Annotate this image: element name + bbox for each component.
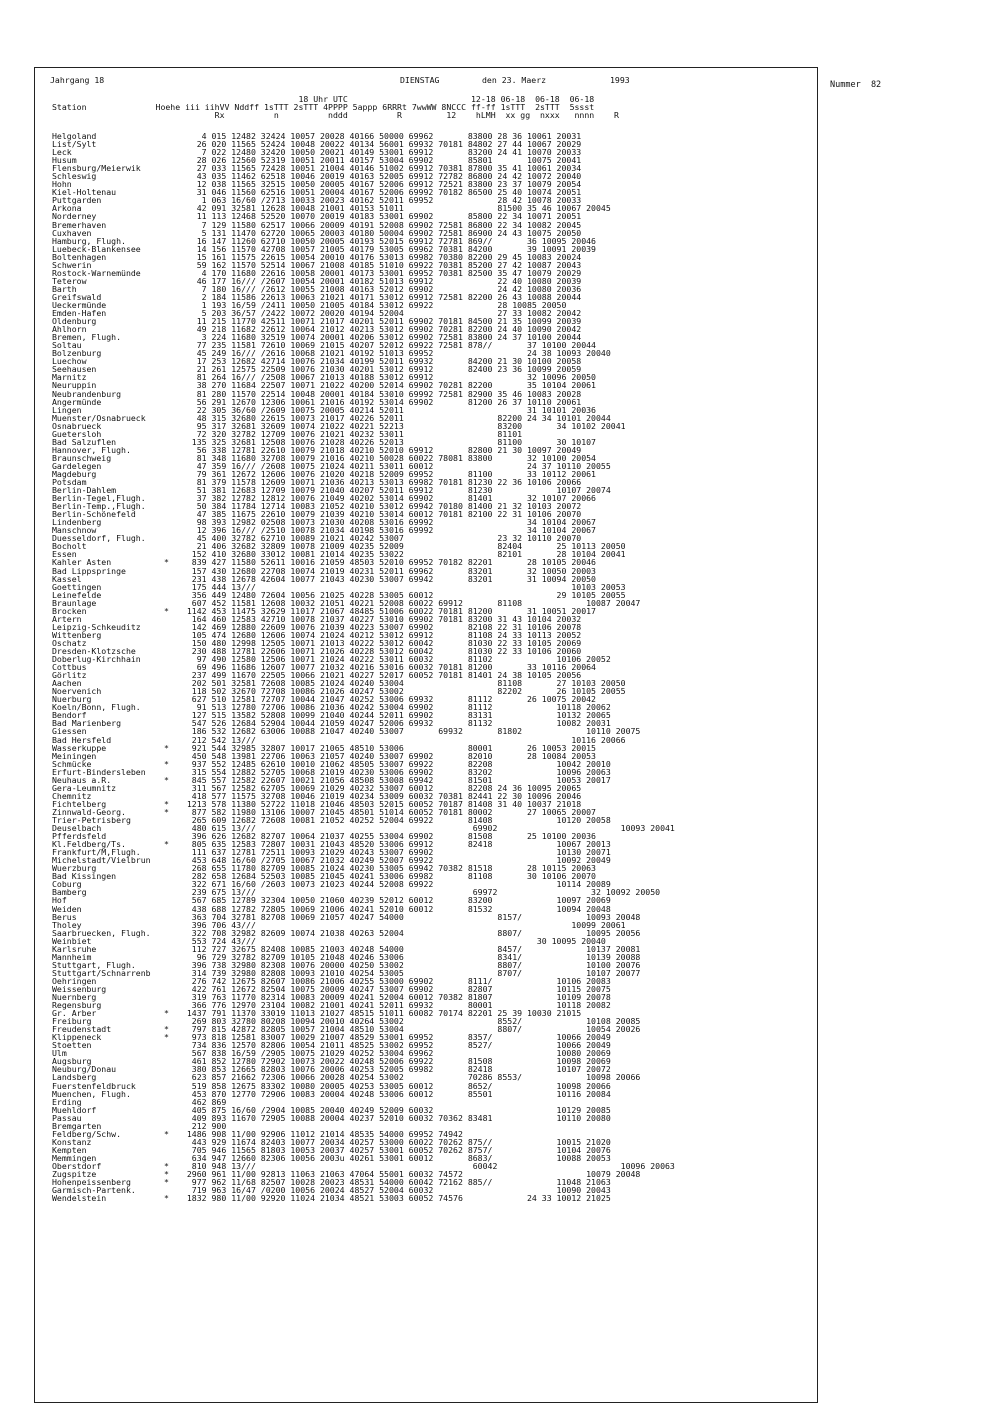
observation-values: 363 704 32781 82708 10069 21057 40247 54000 8157/ 10093 20048 — [177, 911, 641, 922]
observation-values: 282 658 12684 52503 10085 21045 40241 53006 69982 81108 30 10106 20070 — [177, 871, 596, 882]
station-name: Rostock-Warnemünde — [52, 267, 141, 278]
observation-values: 45 400 32782 62710 10089 21021 40242 53007 23 32 10110 20070 — [177, 533, 582, 544]
station-name: Hamburg, Flugh. — [52, 235, 126, 246]
observation-values: 705 946 11565 81803 10053 20037 40257 53001 60052 70262 8757/ 10104 20076 — [177, 1144, 611, 1155]
station-name: Wendelstein — [52, 1193, 107, 1204]
observation-values: 21 261 12575 22509 10076 21030 40201 53012 69912 82400 23 36 10099 20059 — [177, 364, 582, 375]
observation-values: 519 858 12675 83302 10080 20005 40253 53005 60012 8652/ 10098 20066 — [177, 1080, 611, 1091]
observation-values: 49 218 11682 22612 10064 21012 40213 53012 69902 70281 82200 24 40 10090 20042 — [177, 324, 582, 335]
observation-values: 81 379 11578 12609 10071 21036 40213 53013 69982 70181 81230 22 36 10106 20066 — [177, 477, 582, 488]
station-name: Schmücke — [52, 758, 92, 769]
observation-values: 69 496 11686 12607 10077 21032 40216 53016 60032 70181 81200 33 10116 20064 — [177, 662, 596, 673]
observation-values: 98 393 12982 02508 10073 21030 40208 53016 69992 34 10104 20067 — [177, 517, 596, 528]
station-name: Weinbiet — [52, 935, 92, 946]
station-name: Oldenburg — [52, 316, 97, 327]
observation-values: 607 452 11581 12608 10032 21051 40221 52008 60022 69912 81108 10087 20047 — [177, 597, 641, 608]
observation-values: 461 852 12780 72902 10073 20022 40248 52006 69922 81508 10098 20069 — [177, 1056, 611, 1067]
observation-values: 276 742 12675 82607 10086 21006 40255 53000 69902 8111/ 10106 20083 — [177, 975, 611, 986]
station-name: Puttgarden — [52, 195, 102, 206]
station-name: Osnabrueck — [52, 420, 102, 431]
station-name: Cottbus — [52, 662, 87, 673]
station-name: Ueckermünde — [52, 299, 107, 310]
observation-values: 567 685 12789 32304 10050 21060 40239 52012 60012 83200 10097 20069 — [177, 895, 611, 906]
observation-values: 311 567 12582 62705 10069 21029 40232 53007 60012 82208 24 36 10095 20065 — [177, 782, 582, 793]
station-name: Potsdam — [52, 477, 87, 488]
station-name: Braunschweig — [52, 452, 112, 463]
mountain-station-marker: * — [164, 758, 169, 769]
table-row — [52, 1194, 812, 1202]
station-name: Nuernberg — [52, 992, 97, 1003]
mountain-station-marker: * — [164, 1177, 169, 1188]
observation-values: 42 091 32581 12628 10048 21001 40153 51011 81500 35 46 10067 20045 — [177, 203, 611, 214]
observation-values: 315 554 12882 52705 10068 21019 40230 53006 69902 83202 10096 20063 — [177, 766, 611, 777]
observation-values: 239 675 13/// 69972 32 10092 20050 — [177, 887, 661, 898]
observation-values: 453 870 12770 72906 10083 20004 40248 53006 60012 85501 10116 20084 — [177, 1088, 611, 1099]
station-name: Neubrandenburg — [52, 388, 122, 399]
observation-values: 81 280 11570 22514 10048 20001 40184 53010 69992 72581 82900 35 46 10083 20028 — [177, 388, 582, 399]
station-name: Freudenstadt — [52, 1024, 112, 1035]
station-name: Augsburg — [52, 1056, 92, 1067]
observation-values: 152 410 32680 33012 10081 21014 40235 53022 82101 28 10104 20041 — [177, 549, 626, 560]
station-name: Berus — [52, 911, 77, 922]
observation-values: 56 291 12670 12306 10061 21016 40192 53014 69902 81200 26 37 10110 20061 — [177, 396, 582, 407]
station-name: Meiningen — [52, 750, 97, 761]
station-name: Oehringen — [52, 975, 97, 986]
station-name: Freiburg — [52, 1016, 92, 1027]
station-name: Bad Salzuflen — [52, 436, 117, 447]
station-name: Zinnwald-Georg. — [52, 806, 126, 817]
station-name: Michelstadt/Vielbrun — [52, 855, 151, 866]
station-name: Guetersloh — [52, 428, 102, 439]
observation-values: 231 438 12678 42604 10077 21043 40230 53007 69942 83201 31 10094 20050 — [177, 573, 596, 584]
observation-values: 977 962 11/68 82507 10028 20023 48531 54000 60042 72162 885// 11048 21063 — [177, 1177, 611, 1188]
observation-values: 17 253 12682 42714 10076 21034 40199 52011 69932 84200 21 30 10100 20058 — [177, 356, 582, 367]
observation-values: 1213 578 11380 52722 11018 21046 48503 52015 60052 70187 81408 31 40 10037 21018 — [177, 798, 582, 809]
station-name: Karlsruhe — [52, 943, 97, 954]
observation-values: 12 396 16/// /2510 10078 21034 40198 53016 69992 34 10104 20067 — [177, 525, 596, 536]
observation-values: 59 162 11570 52514 10067 21008 40185 51010 69922 70381 85200 27 42 10087 20043 — [177, 259, 582, 270]
station-name: Wuerzburg — [52, 863, 97, 874]
station-name: Helgoland — [52, 131, 97, 141]
observation-values: 22 305 36/60 /2609 10075 20005 40214 52011 31 10101 20036 — [177, 404, 596, 415]
observation-values: 31 046 11560 62516 10051 20004 40167 52006 69992 70182 86500 25 40 10074 20051 — [177, 187, 582, 198]
observation-values: 797 815 42872 82805 10057 21004 48510 53004 8807/ 10054 20026 — [177, 1024, 641, 1035]
station-name: Saarbruecken, Flugh. — [52, 927, 151, 938]
mountain-station-marker: * — [164, 742, 169, 753]
station-name: Luechow — [52, 356, 87, 367]
station-name: Erding — [52, 1096, 82, 1107]
observation-values: 839 427 11580 52611 10016 21059 48503 52010 69952 70182 82201 28 10105 20046 — [177, 557, 596, 568]
observation-values: 45 249 16/// /2616 10068 21021 40192 51013 69952 24 38 10093 20040 — [177, 348, 611, 359]
observation-values: 5 131 11470 62720 10065 20003 40180 50004 69902 72581 86900 24 43 10075 20050 — [177, 227, 582, 238]
station-name: Marnitz — [52, 372, 87, 383]
station-name: Weissenburg — [52, 983, 107, 994]
observation-values: 43 035 11462 62518 10046 20019 40163 52005 69912 72782 86800 24 42 10072 20040 — [177, 171, 582, 182]
observation-values: 127 515 13582 52808 10099 21040 40244 52011 69902 83131 10132 20065 — [177, 710, 611, 721]
station-name: Bremgarten — [52, 1120, 102, 1131]
station-name: Hohn — [52, 179, 72, 190]
station-name: Bamberg — [52, 887, 87, 898]
observation-values: 56 338 12781 22610 10079 21018 40210 52010 69912 82800 21 30 10097 20049 — [177, 444, 582, 455]
observation-values: 97 490 12580 12506 10071 21024 40222 53011 60032 81102 10106 20052 — [177, 654, 611, 665]
jahrgang-label: Jahrgang 18 — [50, 75, 105, 85]
observation-values: 47 385 11675 22610 10079 21039 40210 53014 60012 70181 82100 22 31 10106 20070 — [177, 509, 582, 520]
station-name: Seehausen — [52, 364, 97, 375]
observation-values: 462 869 — [177, 1096, 227, 1107]
observation-values: 11 113 12468 52520 10070 20019 40183 53001 69902 85800 22 34 10071 20051 — [177, 211, 582, 222]
station-name: Landsberg — [52, 1072, 97, 1083]
station-name: Erfurt-Bindersleben — [52, 766, 146, 777]
station-name: Berlin-Schönefeld — [52, 509, 136, 520]
mountain-station-marker: * — [164, 1032, 169, 1043]
station-name: Hohenpeissenberg — [52, 1177, 131, 1188]
station-name: Mannheim — [52, 951, 92, 962]
observation-values: 973 818 12581 83007 10029 21007 48529 53001 69952 8357/ 10066 20049 — [177, 1032, 611, 1043]
mountain-station-marker: * — [164, 798, 169, 809]
station-name: List/Sylt — [52, 139, 97, 150]
mountain-station-marker: * — [164, 1128, 169, 1139]
station-name: Leinefelde — [52, 589, 102, 600]
mountain-station-marker: * — [164, 1169, 169, 1180]
station-name: Bremen, Flugh. — [52, 332, 122, 343]
observation-values: 50 384 11784 12714 10083 21052 40210 53012 69942 70180 81400 21 32 10103 20072 — [177, 501, 582, 512]
observation-values: 112 727 32675 82408 10085 21003 40248 54000 8457/ 10137 20081 — [177, 943, 641, 954]
station-name: Muehldorf — [52, 1104, 97, 1115]
observation-values: 623 857 21662 72306 10066 20028 40254 53002 70286 8553/ 10098 20066 — [177, 1072, 641, 1083]
observation-values: 5 203 36/57 /2422 10072 20020 40194 52004 27 33 10082 20042 — [177, 308, 582, 319]
station-name: Barth — [52, 283, 77, 294]
station-name: Pfferdsfeld — [52, 831, 107, 842]
station-name: Flensburg/Meierwik — [52, 163, 141, 174]
observation-values: 96 729 32782 82709 10105 21048 40246 53006 8341/ 10139 20088 — [177, 951, 641, 962]
observation-values: 157 430 12680 22708 10074 21019 40231 52011 69962 83201 32 10050 20003 — [177, 565, 596, 576]
observation-values: 366 776 12970 23104 10082 21001 40241 52011 69932 80001 10118 20082 — [177, 1000, 611, 1011]
observation-values: 1142 453 11475 32629 11017 21067 48485 51006 60022 70181 81200 31 10051 20017 — [177, 605, 596, 616]
station-name: Frankfurt/M,Flugh. — [52, 847, 141, 858]
observation-values: 175 444 13/// 10103 20053 — [177, 581, 626, 592]
station-name: Soltau — [52, 340, 82, 351]
observation-values: 135 325 32681 12508 10076 21028 40226 52013 81100 30 10107 — [177, 436, 596, 447]
station-name: Görlitz — [52, 670, 87, 681]
observation-values: 396 738 32980 82308 10076 20000 40250 53002 8807/ 10100 20076 — [177, 959, 641, 970]
station-name: Weiden — [52, 903, 82, 914]
station-name: Teterow — [52, 275, 87, 286]
station-name: Goettingen — [52, 581, 102, 592]
observation-values: 91 513 12780 72706 10086 21036 40242 53004 69902 81112 10118 20062 — [177, 702, 611, 713]
station-name: Passau — [52, 1112, 82, 1123]
observation-values: 77 235 11581 72610 10069 21015 40207 52012 69922 72581 878// 37 10100 20044 — [177, 340, 596, 351]
observation-values: 95 317 32681 32609 10074 21022 40221 52213 83200 34 10102 20041 — [177, 420, 626, 431]
station-name: Gr. Arber — [52, 1008, 97, 1019]
observation-values: 212 542 13/// 10116 20066 — [177, 734, 626, 745]
observation-values: 553 724 43/// 30 10095 20040 — [177, 935, 606, 946]
observation-values: 28 026 12560 52319 10051 20011 40157 53004 69902 85801 10075 20041 — [177, 155, 582, 166]
station-name: Stuttgart/Schnarrenb — [52, 967, 151, 978]
observation-values: 48 315 32680 22615 10073 21017 40226 52011 82200 24 34 10101 20044 — [177, 412, 611, 423]
observation-values: 921 544 32985 32807 10017 21065 48510 53006 80001 26 10053 20015 — [177, 742, 596, 753]
observation-values: 422 761 12672 82504 10075 20009 40247 53007 69902 82807 10115 20075 — [177, 983, 611, 994]
station-name: Manschnow — [52, 525, 97, 536]
station-name: Zugspitze — [52, 1169, 97, 1180]
station-name: Schwerin — [52, 259, 92, 270]
weekday-label: DIENSTAG — [400, 75, 440, 85]
observation-values: 79 361 12672 12606 10076 21020 40218 52009 69952 81100 33 10112 20061 — [177, 468, 596, 479]
observation-values: 111 637 12781 72511 10093 21029 40243 53007 69902 10130 20071 — [177, 847, 611, 858]
station-name: Boltenhagen — [52, 251, 107, 262]
station-name: Hof — [52, 895, 67, 906]
station-name: Leck — [52, 147, 72, 158]
observation-values: 627 510 12581 72707 10044 21047 40252 53006 69932 81112 26 10075 20042 — [177, 694, 596, 705]
mountain-station-marker: * — [164, 806, 169, 817]
station-name: Arkona — [52, 203, 82, 214]
station-name: Angermünde — [52, 396, 102, 407]
observation-values: 314 739 32980 82808 10093 21010 40254 53005 8707/ 10107 20077 — [177, 967, 641, 978]
observation-values: 396 626 12682 82707 10064 21037 40255 53004 69902 81508 25 10100 20036 — [177, 831, 596, 842]
observation-values: 396 706 43/// 10099 20061 — [177, 919, 626, 930]
station-name: Trier-Petrisberg — [52, 814, 131, 825]
station-name: Luebeck-Blankensee — [52, 243, 141, 254]
observation-values: 805 635 12583 72807 10031 21043 48520 53006 69912 82418 10067 20013 — [177, 839, 611, 850]
observation-values: 164 460 12583 42710 10078 21037 40227 53010 69902 70181 83200 31 43 10104 20032 — [177, 613, 582, 624]
station-name: Magdeburg — [52, 468, 97, 479]
observation-values: 322 671 16/60 /2603 10073 21023 40244 52008 69922 10114 20089 — [177, 879, 611, 890]
station-name: Noervenich — [52, 686, 102, 697]
station-name: Tholey — [52, 919, 82, 930]
observation-values: 877 582 11980 13106 10007 21045 48501 51014 60052 70181 80002 27 10065 20007 — [177, 806, 596, 817]
station-name: Regensburg — [52, 1000, 102, 1011]
observation-values: 15 161 11575 22615 10054 20010 40176 53013 69982 70380 82200 29 45 10083 20024 — [177, 251, 582, 262]
observation-values: 81 264 16/// /2508 10067 21013 40188 53012 69912 32 10096 20050 — [177, 372, 596, 383]
observation-values: 719 963 16/47 /0200 10056 20024 48527 52004 60032 10090 20043 — [177, 1185, 611, 1196]
observation-values: 322 708 32982 82609 10074 21038 40263 52004 8807/ 10095 20056 — [177, 927, 641, 938]
observation-values: 142 469 12880 22609 10076 21039 40223 53007 69902 82108 22 31 10106 20078 — [177, 621, 582, 632]
station-name: Lingen — [52, 404, 82, 415]
station-name: Neuruppin — [52, 380, 97, 391]
station-name: Deuselbach — [52, 823, 102, 834]
station-name: Dresden-Klotzsche — [52, 646, 136, 656]
station-name: Coburg — [52, 879, 82, 890]
observation-values: 2 184 11586 22613 10063 21021 40171 53012 69912 72581 82200 26 43 10088 20044 — [177, 291, 582, 302]
station-name: Schleswig — [52, 171, 97, 182]
observation-values: 269 803 32780 80208 10094 20010 40264 53002 8552/ 10108 20085 — [177, 1016, 641, 1027]
observation-values: 81 348 11680 32708 10079 21016 40210 50028 60022 78081 83800 32 10100 20054 — [177, 452, 596, 463]
observation-values: 46 177 16/// /2607 10054 20001 40182 51013 69912 22 40 10080 20039 — [177, 275, 582, 286]
observation-values: 810 948 13/// 60042 10096 20063 — [177, 1161, 675, 1171]
station-name: Husum — [52, 155, 77, 166]
table-row — [52, 1114, 812, 1122]
observation-values: 480 615 13/// 69902 10093 20041 — [177, 823, 675, 834]
station-name: Nuerburg — [52, 694, 92, 705]
observation-values: 186 532 12682 63006 10088 21047 40240 53007 69932 81802 10110 20075 — [177, 726, 641, 737]
mountain-station-marker: * — [164, 1161, 169, 1171]
observation-values: 38 270 11684 22507 10071 21022 40200 52014 69902 70281 82200 35 10104 20061 — [177, 380, 596, 391]
observation-values: 4 170 11680 22616 10058 20001 40173 53001 69952 70381 82500 35 47 10079 20029 — [177, 267, 582, 278]
observation-values: 356 449 12480 72604 10056 21025 40228 53005 60012 29 10105 20055 — [177, 589, 626, 600]
table-row — [52, 1090, 812, 1098]
station-name: Norderney — [52, 211, 97, 222]
observation-values: 380 853 12665 82803 10076 20006 40253 52005 69982 82418 10107 20072 — [177, 1064, 611, 1075]
observation-values: 16 147 11260 62710 10050 20005 40193 52015 69912 72781 869// 36 10095 20046 — [177, 235, 596, 246]
observation-values: 418 577 11575 32708 10046 21019 40234 53009 60032 70381 82441 22 30 10096 20046 — [177, 790, 582, 801]
station-name: Wittenberg — [52, 629, 102, 640]
station-name: Neuhaus a.R. — [52, 774, 112, 785]
station-name: Muenster/Osnabrueck — [52, 412, 146, 423]
observation-values: 150 480 12998 12505 10071 21013 40222 53012 60042 81030 22 33 10105 20069 — [177, 637, 582, 648]
station-name: Ulm — [52, 1048, 67, 1059]
observation-values: 1437 791 11370 33019 11013 21027 48515 51011 60082 70174 82201 25 39 10030 21015 — [177, 1008, 582, 1019]
station-name: Bremerhaven — [52, 219, 107, 230]
station-name: Garmisch-Partenk. — [52, 1185, 136, 1196]
station-name: Bad Lippspringe — [52, 565, 126, 576]
observation-values: 1486 908 11/00 92906 11012 21014 48535 54000 69952 74942 — [177, 1128, 463, 1139]
station-name: Bad Hersfeld — [52, 734, 112, 745]
station-name: Fuerstenfeldbruck — [52, 1080, 136, 1091]
observation-values: 319 763 11770 82314 10083 20009 40241 52004 60012 70382 81807 10109 20078 — [177, 992, 611, 1003]
station-name: Cuxhaven — [52, 227, 92, 238]
column-header-line-2: Station Hoehe iii iihVV Nddff 1sTTT 2sTTT 4PPPP 5appp 6RRRt 7wwWW 8NCCC ff-ff 1sTTT 2sTTT 5ssst — [52, 102, 595, 112]
mountain-station-marker: * — [164, 1193, 169, 1204]
mountain-station-marker: * — [164, 557, 169, 568]
observation-values: 47 359 16/// /2608 10075 21024 40211 53011 60012 24 37 10110 20055 — [177, 460, 611, 471]
station-name: Wasserkuppe — [52, 742, 107, 753]
observation-values: 409 893 11670 72905 10088 20004 40237 52010 60032 70362 83481 10110 20080 — [177, 1112, 611, 1123]
observation-values: 212 900 — [177, 1120, 227, 1131]
column-header-line-3: Rx n nddd R 12 hLMH xx gg nxxx nnnn R — [52, 110, 619, 120]
observation-values: 567 838 16/59 /2905 10075 21029 40252 53004 69962 10080 20069 — [177, 1048, 611, 1059]
station-name: Koeln/Bonn, Flugh. — [52, 702, 141, 713]
observation-values: 3 224 11680 32519 10074 20001 40206 53012 69902 72581 83800 24 37 10100 20044 — [177, 332, 582, 343]
station-name: Gera-Leumnitz — [52, 782, 117, 793]
station-name: Stoetten — [52, 1040, 92, 1051]
station-name: Kl.Feldberg/Ts. — [52, 839, 126, 850]
station-name: Neuburg/Donau — [52, 1064, 117, 1075]
mountain-station-marker: * — [164, 774, 169, 785]
observation-values: 634 947 12660 82306 10056 2003u 40261 53001 60012 8683/ 10088 20053 — [177, 1152, 611, 1163]
station-name: Bad Marienberg — [52, 718, 122, 729]
observation-values: 7 129 11580 62517 10066 20009 40191 52008 69902 72581 86800 22 34 10082 20045 — [177, 219, 582, 230]
observation-values: 7 022 12480 32420 10050 20021 40149 53001 69912 83200 24 41 10070 20033 — [177, 147, 582, 158]
station-name: Oschatz — [52, 637, 87, 648]
column-header-line-1: 18 Uhr UTC 12-18 06-18 06-18 06-18 — [52, 94, 595, 104]
station-name: Ahlhorn — [52, 324, 87, 335]
year-label: 1993 — [610, 75, 630, 85]
station-name: Oberstdorf — [52, 1161, 102, 1171]
observation-values: 27 033 11565 72428 10051 21004 40146 51002 69912 70381 87800 35 41 10061 20034 — [177, 163, 582, 174]
observation-values: 21 406 32682 32809 10078 21009 40235 52009 82404 25 10113 20050 — [177, 541, 626, 552]
station-name: Fichtelberg — [52, 798, 107, 809]
observation-values: 265 609 12682 72608 10081 21052 40252 52004 69922 81408 10120 20058 — [177, 814, 611, 825]
issue-number: Nummer 82 — [830, 80, 882, 90]
observation-values: 118 502 32670 72708 10086 21026 40247 53002 82202 26 10105 20055 — [177, 686, 626, 697]
observation-values: 202 501 32581 72608 10085 21024 40240 53004 81108 27 10103 20050 — [177, 678, 626, 689]
mountain-station-marker: * — [164, 1008, 169, 1019]
station-name: Bolzenburg — [52, 348, 102, 359]
station-name: Stuttgart, Flugh. — [52, 959, 136, 970]
station-name: Aachen — [52, 678, 82, 689]
station-name: Klippeneck — [52, 1032, 102, 1043]
station-name: Emden-Hafen — [52, 308, 107, 319]
observation-values: 14 156 11570 42708 10057 21005 40179 53005 69962 70381 84200 39 10091 20039 — [177, 243, 596, 254]
observation-values: 237 499 11670 22505 10066 21021 40227 52017 60052 70181 81401 24 38 10105 20056 — [177, 670, 582, 681]
station-name: Kahler Asten — [52, 557, 112, 568]
observation-values: 230 488 12781 22606 10071 21026 40228 53012 60042 81030 22 33 10106 20060 — [177, 646, 582, 656]
station-name: Hannover, Flugh. — [52, 444, 131, 455]
station-name: Artern — [52, 613, 82, 624]
station-name: Bocholt — [52, 541, 87, 552]
station-name: Feldberg/Schw. — [52, 1128, 122, 1139]
station-name: Doberlug-Kirchhain — [52, 654, 141, 665]
station-name: Kiel-Holtenau — [52, 187, 117, 198]
observation-values: 12 038 11565 32515 10050 20005 40167 52006 69912 72521 83800 23 37 10079 20054 — [177, 179, 582, 190]
station-name: Lindenberg — [52, 517, 102, 528]
observation-values: 405 875 16/60 /2904 10085 20040 40249 52009 60032 10129 20085 — [177, 1104, 611, 1115]
observation-values: 734 836 12570 82806 10054 21011 48525 53002 69952 8527/ 10066 20049 — [177, 1040, 611, 1051]
station-table — [52, 132, 812, 1202]
observation-values: 547 526 12684 52904 10044 21059 40247 52006 69932 81132 10082 20031 — [177, 718, 611, 729]
mountain-station-marker: * — [164, 605, 169, 616]
observation-values: 26 020 11565 52424 10048 20022 40134 56001 69932 70181 84802 27 44 10067 20029 — [177, 139, 582, 150]
date-label: den 23. Maerz — [482, 75, 547, 85]
observation-values: 72 320 32782 12709 10076 21021 40232 53011 81101 — [177, 428, 523, 439]
station-name: Muenchen, Flugh. — [52, 1088, 131, 1099]
observation-values: 2960 961 11/00 92813 11063 21063 47064 55001 60032 74572 10079 20048 — [177, 1169, 641, 1180]
observation-values: 438 688 12782 72805 10069 21006 40241 52010 60012 81532 10094 20048 — [177, 903, 611, 914]
observation-values: 1 063 16/60 /2713 10033 20023 40162 52011 69952 28 42 10078 20033 — [177, 195, 582, 206]
station-name: Brocken — [52, 605, 87, 616]
station-name: Berlin-Dahlem — [52, 485, 117, 496]
station-name: Braunlage — [52, 597, 97, 608]
observation-values: 845 557 12582 22607 10021 21056 48508 53008 69942 81501 10053 20017 — [177, 774, 611, 785]
observation-values: 37 382 12782 12812 10076 21049 40202 53014 69902 81401 32 10107 20066 — [177, 493, 596, 504]
observation-values: 7 180 16/// /2612 10055 21008 40163 52012 69902 24 42 10080 20036 — [177, 283, 582, 294]
station-name: Duesseldorf, Flugh. — [52, 533, 146, 544]
observation-values: 105 474 12680 12606 10074 21024 40212 53012 69912 81108 24 33 10113 20052 — [177, 629, 582, 640]
observation-values: 450 548 13981 22706 10063 21057 40240 53007 69902 82010 28 10084 20053 — [177, 750, 596, 761]
station-name: Gardelegen — [52, 460, 102, 471]
station-name: Berlin-Tegel,Flugh. — [52, 493, 146, 504]
observation-values: 4 015 12482 32424 10057 20028 40166 50000 69962 83800 28 36 10061 20031 — [177, 131, 582, 141]
observation-values: 51 381 12683 12709 10079 21040 40207 52011 69912 81230 10107 20074 — [177, 485, 611, 496]
station-name: Greifswald — [52, 291, 102, 302]
station-name: Leipzig-Schkeuditz — [52, 621, 141, 632]
observation-values: 453 648 16/60 /2705 10067 21032 40249 52007 69922 10092 20049 — [177, 855, 611, 866]
station-name: Berlin-Temp.,Flugh. — [52, 501, 146, 512]
station-name: Konstanz — [52, 1136, 92, 1147]
mountain-station-marker: * — [164, 839, 169, 850]
station-name: Kassel — [52, 573, 82, 584]
mountain-station-marker: * — [164, 1024, 169, 1035]
observation-values: 1 193 16/59 /2411 10050 21005 40184 53012 69922 28 10085 20050 — [177, 299, 567, 310]
observation-values: 1832 980 11/00 92920 11024 21034 48521 53003 60052 74576 24 33 10012 21025 — [177, 1193, 611, 1204]
station-name: Bendorf — [52, 710, 87, 721]
observation-values: 11 215 11770 42511 10071 21017 40201 52011 69902 70181 84500 21 35 10099 20039 — [177, 316, 582, 327]
station-name: Bad Kissingen — [52, 871, 117, 882]
observation-values: 937 552 12485 62610 10010 21062 48505 53007 69922 82208 10042 20010 — [177, 758, 611, 769]
observation-values: 268 655 11780 82709 10085 21024 40230 53005 69942 70382 81518 28 10115 20063 — [177, 863, 596, 874]
station-name: Chemnitz — [52, 790, 92, 801]
station-name: Kempten — [52, 1144, 87, 1155]
station-name: Essen — [52, 549, 77, 560]
station-name: Memmingen — [52, 1152, 97, 1163]
station-name: Giessen — [52, 726, 87, 737]
observation-values: 443 929 11674 82403 10077 20034 40257 53000 60022 70262 875// 10015 21020 — [177, 1136, 611, 1147]
